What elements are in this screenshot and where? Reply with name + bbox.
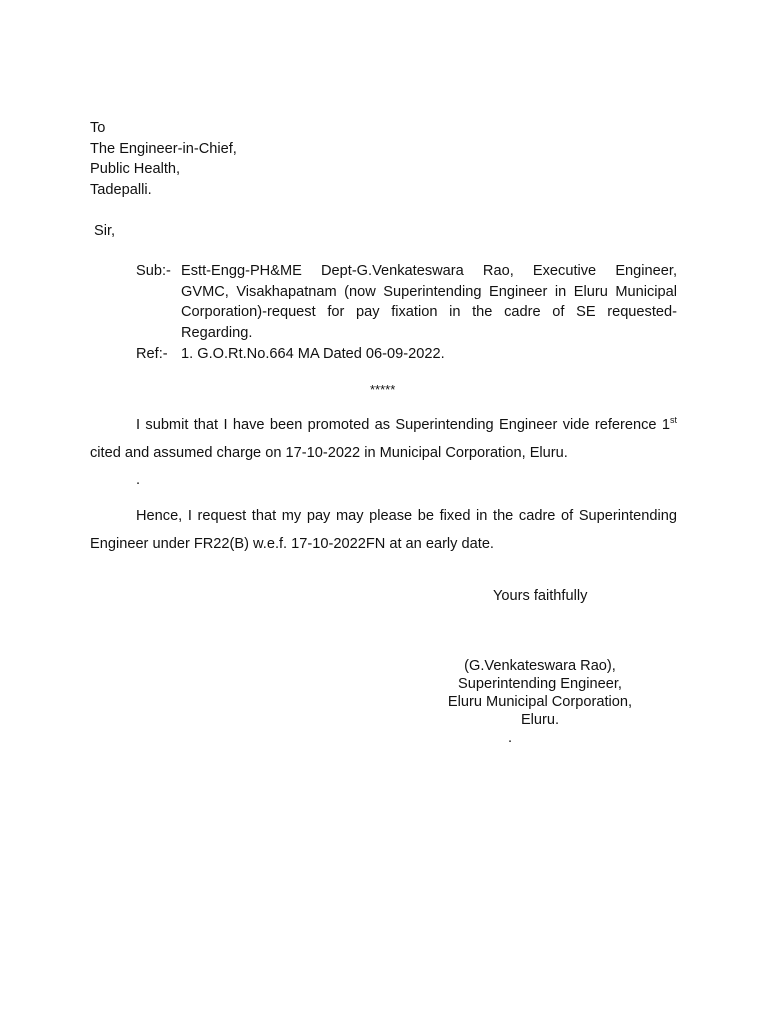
paragraph-promotion <box>90 411 677 467</box>
recipient-address <box>90 118 237 200</box>
address-line-department: Public Health, <box>90 161 181 177</box>
separator-stars: ***** <box>370 382 396 397</box>
closing: Yours faithfully <box>493 588 588 604</box>
reference-label: Ref:- <box>136 346 168 362</box>
salutation: Sir, <box>94 223 116 239</box>
subject-label: Sub:- <box>136 263 171 279</box>
signature-city: Eluru. <box>520 712 560 728</box>
subject-line: Corporation)-request for pay fixation in the cadre of SE requested- <box>181 304 677 320</box>
signature-trailing-dot: . <box>507 730 513 746</box>
paragraph-line: cited and assumed charge on 17-10-2022 in Municipal Corporation, Eluru. <box>90 445 568 461</box>
address-to: To <box>90 120 106 136</box>
address-line-designation: The Engineer-in-Chief, <box>90 140 237 157</box>
signature-organization: Eluru Municipal Corporation, <box>447 694 633 710</box>
reference-text: 1. G.O.Rt.No.664 MA Dated 06-09-2022. <box>181 346 445 362</box>
paragraph-line: Engineer under FR22(B) w.e.f. 17-10-2022FN at an early date. <box>90 536 494 552</box>
signature-name: (G.Venkateswara Rao), <box>464 658 616 674</box>
paragraph-request <box>90 502 677 558</box>
address-line-place: Tadepalli. <box>90 181 152 198</box>
superscript-ordinal: st <box>669 415 677 425</box>
paragraph-text: I submit that I have been promoted as Superintending Engineer vide reference 1 <box>136 417 670 433</box>
subject-line: Regarding. <box>181 324 253 341</box>
subject-line: Estt-Engg-PH&ME Dept-G.Venkateswara Rao, Executive Engineer, <box>181 263 677 279</box>
paragraph-line: Hence, I request that my pay may please be fixed in the cadre of Superintending <box>136 508 677 524</box>
subject-line: GVMC, Visakhapatnam (now Superintending Engineer in Eluru Municipal <box>181 283 677 300</box>
paragraph-line <box>90 411 677 439</box>
signature-designation: Superintending Engineer, <box>458 676 622 692</box>
subject-text <box>181 261 677 343</box>
stray-dot: . <box>136 472 141 488</box>
